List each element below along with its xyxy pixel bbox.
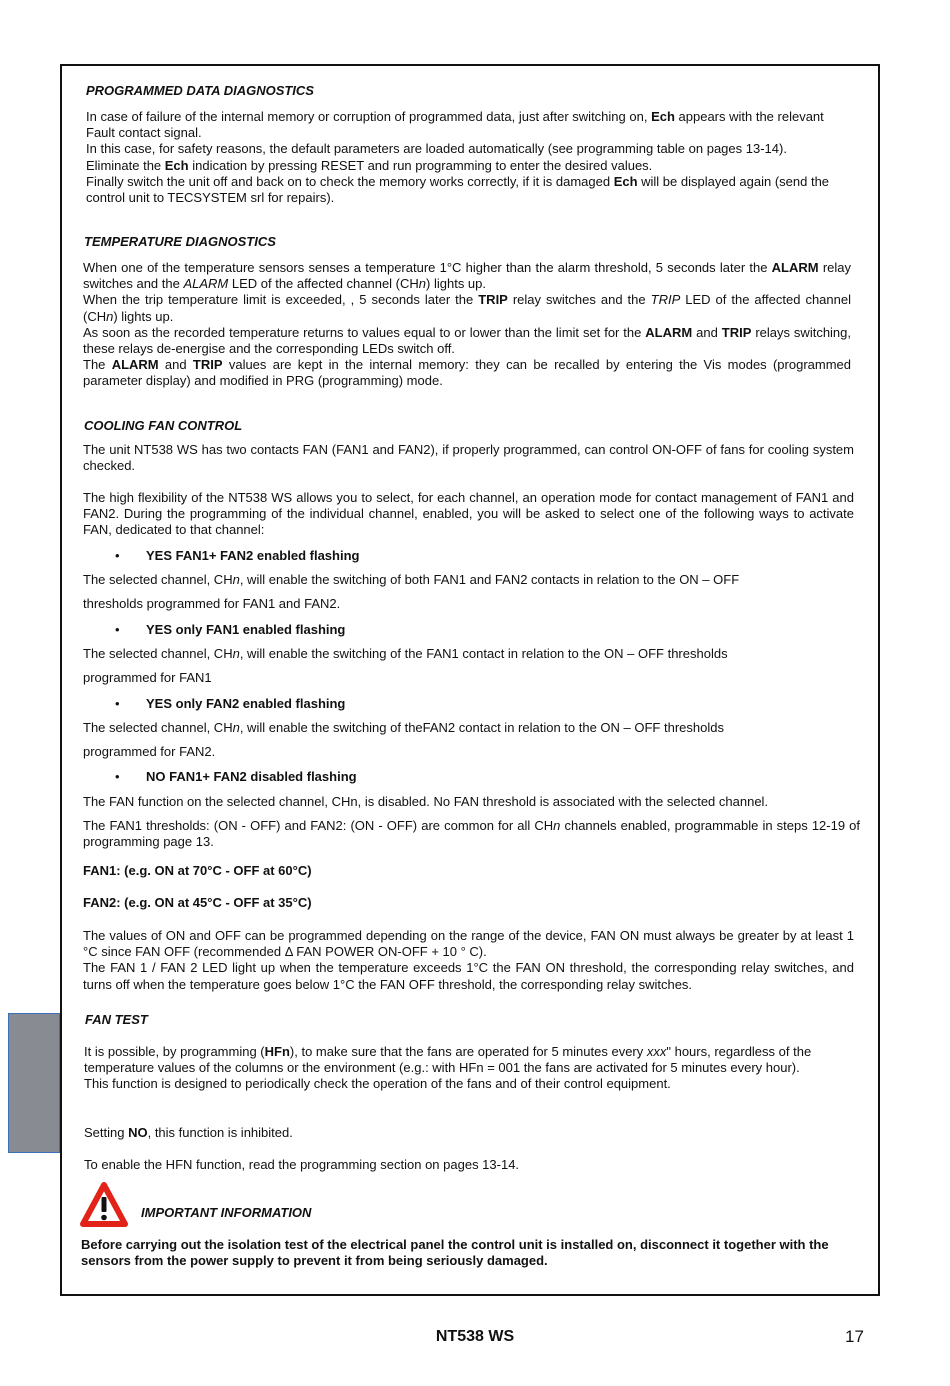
page-number: 17 (845, 1327, 864, 1346)
cooling-p4: The values of ON and OFF can be programmed depending on the range of the device, FAN ON must always be greater by at least 1 °C since FAN OFF (recommended Δ FAN POWER ON-OFF + 10 ° C). (83, 928, 854, 960)
fan1-example: FAN1: (e.g. ON at 70°C - OFF at 60°C) (83, 863, 312, 878)
fantest-p2: This function is designed to periodically check the operation of the fans and of their control equipment. (84, 1076, 671, 1092)
fantest-heading: FAN TEST (85, 1012, 148, 1027)
important-text: Before carrying out the isolation test of the electrical panel the control unit is installed on, disconnect it together with the sensors from the power supply to prevent it from being seriously damaged. (81, 1237, 829, 1269)
temperature-p1: When one of the temperature sensors senses a temperature 1°C higher than the alarm threshold, 5 seconds later the ALARM relay switches and the ALARM LED of the affected channel (CHn) lights up. (83, 260, 851, 292)
fan-mode-option-3-desc: The selected channel, CHn, will enable the switching of theFAN2 contact in relation to the ON – OFF thresholds (83, 720, 724, 735)
fan-mode-option-1-desc-cont: thresholds programmed for FAN1 and FAN2. (83, 596, 341, 611)
fan-mode-option-1-desc: The selected channel, CHn, will enable the switching of both FAN1 and FAN2 contacts in relation to the ON – OFF (83, 572, 740, 587)
important-heading: IMPORTANT INFORMATION (141, 1205, 312, 1220)
programmed-p1: In case of failure of the internal memory or corruption of programmed data, just after switching on, Ech appears with the relevant Fault contact signal. (86, 109, 824, 141)
fantest-p1: It is possible, by programming (HFn), to make sure that the fans are operated for 5 minutes every xxx" hours, regardless of the temperature values of the columns or the environment (e.g.: with HFn = 001 the fans are activated for 5 minutes every hour). (84, 1044, 812, 1076)
fantest-p4: To enable the HFN function, read the programming section on pages 13-14. (84, 1157, 520, 1172)
footer-product-title: NT538 WS (435, 1328, 515, 1345)
programmed-p3: Eliminate the Ech indication by pressing RESET and run programming to enter the desired values. (86, 157, 653, 173)
fan-mode-option-3-desc-cont: programmed for FAN2. (83, 744, 216, 759)
warning-triangle-icon (80, 1182, 128, 1228)
fan-mode-option-4-label: NO FAN1+ FAN2 disabled flashing (146, 769, 357, 784)
bullet-dot: • (115, 622, 120, 637)
temperature-body (83, 260, 851, 390)
temperature-p3: As soon as the recorded temperature returns to values equal to or lower than the limit set for the ALARM and TRIP relays switching, these relays de-energise and the corresponding LEDs switch off. (83, 324, 852, 357)
fan-mode-option-1-label: YES FAN1+ FAN2 enabled flashing (146, 548, 360, 563)
bullet-dot: • (115, 696, 120, 711)
cooling-p5: The FAN 1 / FAN 2 LED light up when the temperature exceeds 1°C the FAN ON threshold, the corresponding relay switches, and turns off when the temperature goes below 1°C the FAN OFF threshold, the corresponding relay switches. (83, 960, 854, 992)
fan-mode-option-4-desc: The FAN function on the selected channel, CHn, is disabled. No FAN threshold is associated with the selected channel. (83, 794, 769, 809)
temperature-p4: The ALARM and TRIP values are kept in the internal memory: they can be recalled by entering the Vis modes (programmed parameter display) and modified in PRG (programming) mode. (83, 357, 851, 389)
temperature-p2: When the trip temperature limit is exceeded, , 5 seconds later the TRIP relay switches and the TRIP LED of the affected channel (CHn) lights up. (83, 292, 851, 324)
bullet-dot: • (115, 769, 120, 784)
cooling-p3: The FAN1 thresholds: (ON - OFF) and FAN2: (ON - OFF) are common for all CHn channels enabled, programmable in steps 12-19 of programming page 13. (83, 818, 860, 850)
fan2-example: FAN2: (e.g. ON at 45°C - OFF at 35°C) (83, 895, 312, 910)
fan-mode-option-2-desc-cont: programmed for FAN1 (83, 670, 212, 685)
cooling-p1: The unit NT538 WS has two contacts FAN (FAN1 and FAN2), if properly programmed, can control ON-OFF of fans for cooling system checked. (83, 442, 854, 474)
programmed-p4: Finally switch the unit off and back on to check the memory works correctly, if it is damaged Ech will be displayed again (send the control unit to TECSYSTEM srl for repairs). (86, 173, 830, 206)
fantest-p3: Setting NO, this function is inhibited. (84, 1125, 293, 1140)
programmed-p2: In this case, for safety reasons, the default parameters are loaded automatically (see programming table on pages 13-14). (86, 141, 787, 157)
fan-mode-option-2-desc: The selected channel, CHn, will enable the switching of the FAN1 contact in relation to the ON – OFF thresholds (83, 646, 728, 661)
programmed-heading: PROGRAMMED DATA DIAGNOSTICS (86, 83, 314, 98)
section-side-tab (8, 1013, 60, 1153)
fantest-body (84, 1044, 852, 1093)
cooling-heading: COOLING FAN CONTROL (84, 418, 243, 433)
cooling-p2: The high flexibility of the NT538 WS allows you to select, for each channel, an operation mode for contact management of FAN1 and FAN2. During the programming of the individual channel, enabled, you will be asked to select one of the following ways to activate FAN, dedicated to that channel: (83, 490, 854, 538)
fan-mode-option-2-label: YES only FAN1 enabled flashing (146, 622, 346, 637)
fan-mode-option-3-label: YES only FAN2 enabled flashing (146, 696, 346, 711)
cooling-notes (83, 928, 854, 993)
programmed-body (86, 109, 850, 206)
temperature-heading: TEMPERATURE DIAGNOSTICS (84, 234, 276, 249)
bullet-dot: • (115, 548, 120, 563)
